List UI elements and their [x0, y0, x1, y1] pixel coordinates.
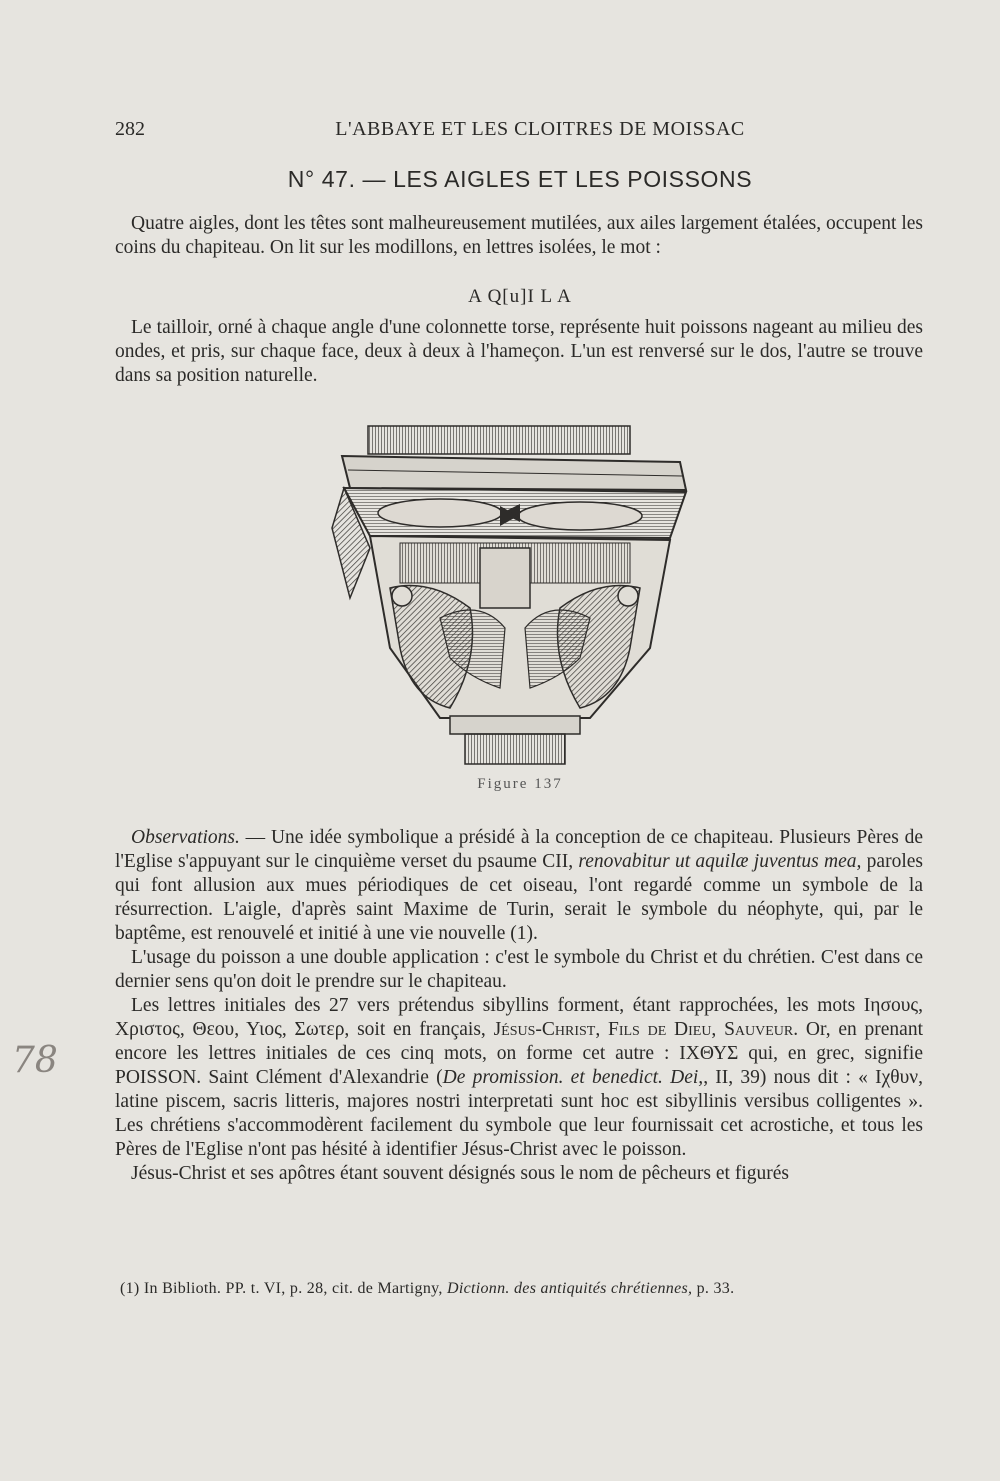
observations-paragraph-3 [115, 994, 923, 1162]
page-number: 282 [115, 118, 145, 140]
observations-latin-quote: renovabitur ut aquilæ juventus mea, [578, 851, 862, 872]
footnote [120, 1280, 920, 1298]
observations-paragraph-4: Jésus-Christ et ses apôtres étant souvent désignés sous le nom de pêcheurs et figurés [131, 1163, 789, 1184]
capital-engraving [330, 418, 700, 773]
page-header [115, 118, 925, 148]
handwritten-margin-note: 78 [12, 1040, 58, 1081]
observations-section [115, 826, 923, 1186]
footnote-text-b: p. 33. [692, 1280, 735, 1297]
section-title: N° 47. — LES AIGLES ET LES POISSONS [287, 166, 753, 192]
observations-paragraph-1 [115, 826, 923, 946]
capital-illustration [330, 418, 700, 773]
intro-text-1: Quatre aigles, dont les têtes sont malheureusement mutilées, aux ailes largement étalées, occupent les coins du chapiteau. On lit sur les modillons, en lettres isolées, le mot : [115, 213, 923, 258]
running-title: L'ABBAYE ET LES CLOITRES DE MOISSAC [335, 118, 745, 140]
observations-text-3c: , II, 39) nous dit : « Ιχθυν, latine piscem, sacris litteris, majores nostri interpretati sunt hoc est sibyllinis versibus colligentes ». Les chrétiens s'accommodèrent facilement du symbole que leur fournissait cet acrostiche, et tous les Pères de l'Eglise n'ont pas hésité à identifier Jésus-Christ avec le poisson. [115, 1067, 923, 1160]
observations-paragraph-2: L'usage du poisson a une double application : c'est le symbole du Christ et du chrétien. C'est dans ce dernier sens qu'on doit le prendre sur le chapiteau. [115, 947, 923, 992]
figure-caption: Figure 137 [477, 776, 563, 792]
observations-work-title: De promission. et benedict. Dei, [442, 1067, 704, 1088]
intro-paragraph-2 [115, 316, 923, 388]
aquila-inscription: A Q[u]I L A [468, 286, 572, 307]
footnote-text-a: (1) In Biblioth. PP. t. VI, p. 28, cit. de Martigny, [120, 1280, 448, 1297]
intro-paragraph-1 [115, 212, 923, 260]
observations-text-3a: Les lettres initiales des 27 vers prétendus sibyllins forment, étant rapprochées, les mots Ιησους, Χριστος, Θεου, Υιος, Σωτερ, soit en français, [115, 995, 923, 1040]
observations-text-1a: — Une idée symbolique a présidé à la conception de ce chapiteau. Plusieurs Pères de l'Eglise s'appuyant sur le cinquième verset du psaume CII, [115, 827, 923, 872]
observations-text-1b: paroles qui font allusion aux mues périodiques de cet oiseau, l'ont regardé comme un symbole de la résurrection. L'aigle, d'après saint Maxime de Turin, serait le symbole du néophyte, qui, par le baptême, est renouvelé et initié à une vie nouvelle (1). [115, 851, 923, 944]
observations-label: Observations. [131, 827, 240, 848]
intro-text-2: Le tailloir, orné à chaque angle d'une colonnette torse, représente huit poissons nageant au milieu des ondes, et pris, sur chaque face, deux à deux à l'hameçon. L'un est renversé sur le dos, l'autre se trouve dans sa position naturelle. [115, 317, 923, 386]
observations-text-3b: Or, en prenant encore les lettres initiales de ces cinq mots, on forme cet autre : ΙΧΘΥΣ qui, en grec, signifie POISSON. Saint Clément d'Alexandrie ( [115, 1019, 923, 1088]
footnote-italic: Dictionn. des antiquités chrétiennes, [447, 1280, 693, 1297]
observations-smallcaps: Jésus-Christ, Fils de Dieu, Sauveur. [493, 1019, 799, 1040]
